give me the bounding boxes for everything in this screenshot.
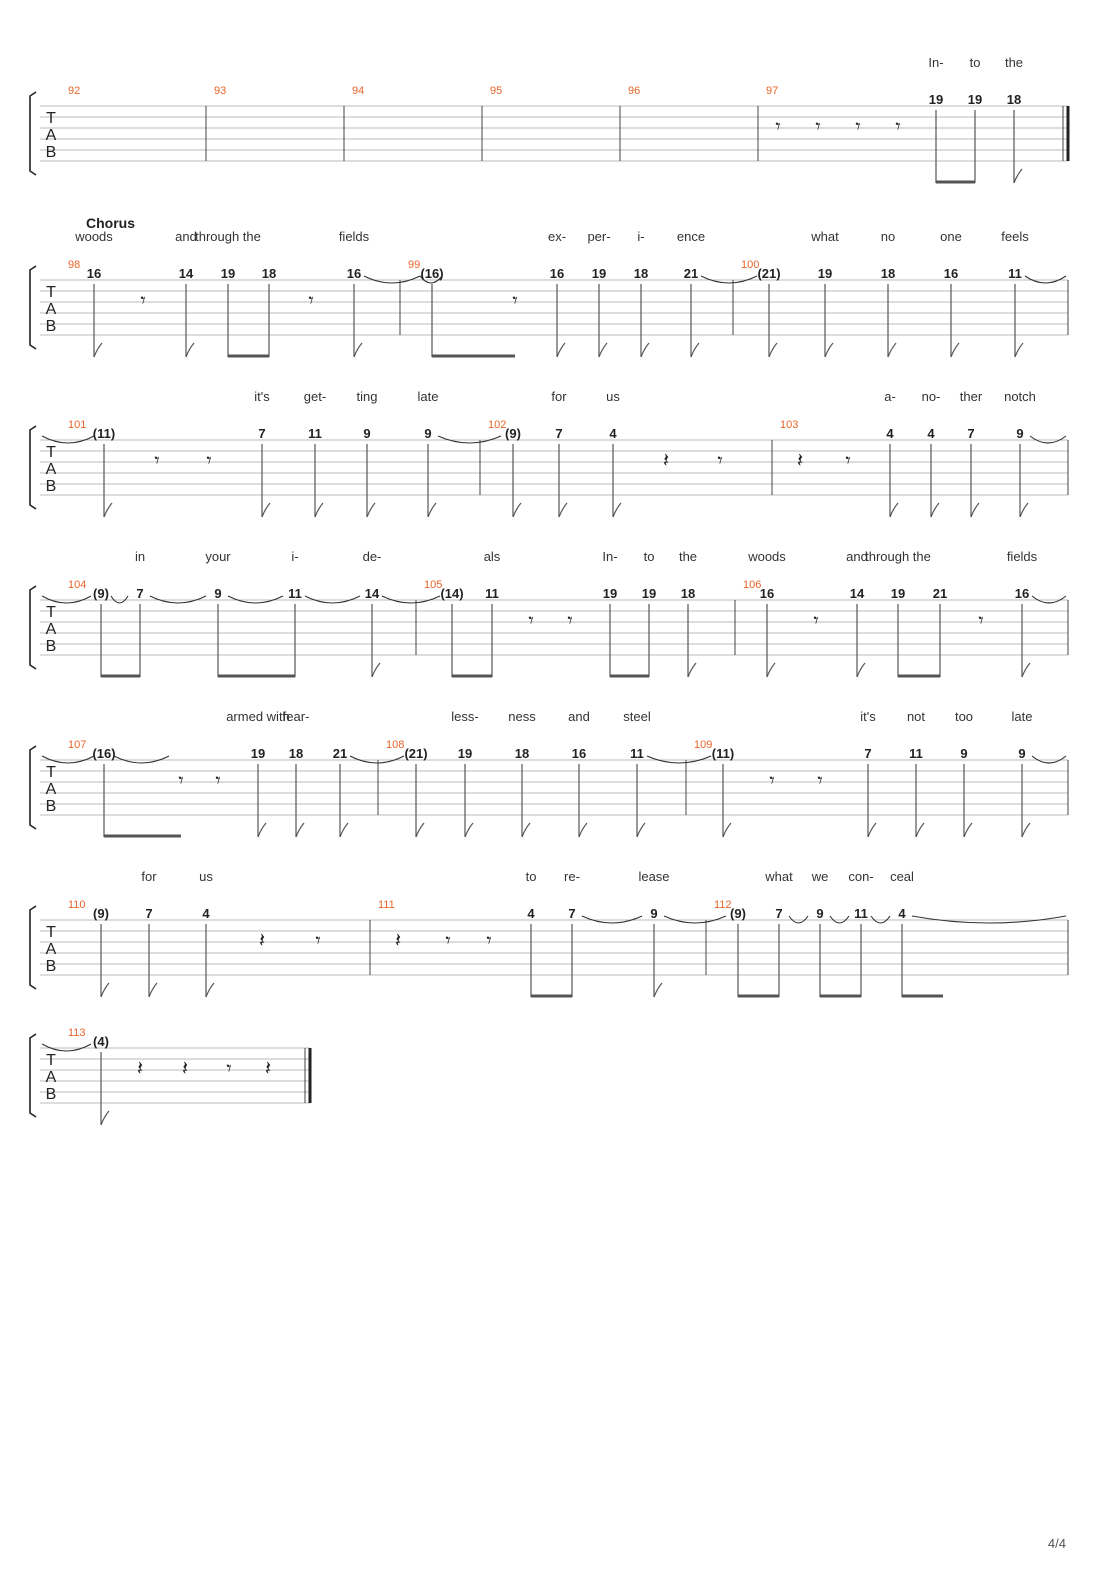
- tab-clef-a: A: [45, 1069, 57, 1086]
- measure-number: 99: [408, 259, 421, 271]
- tab-clef-a: A: [45, 781, 57, 798]
- fret-number: (9): [730, 906, 746, 921]
- eighth-rest: 𝄾: [528, 608, 534, 632]
- eighth-rest: 𝄾: [813, 608, 819, 632]
- note-flag: [149, 983, 157, 997]
- quarter-rest: 𝄽: [796, 448, 804, 472]
- fret-number: (16): [92, 746, 116, 761]
- quarter-rest: 𝄽: [662, 448, 670, 472]
- tab-clef-b: B: [45, 144, 57, 161]
- fret-number: 4: [898, 906, 906, 921]
- fret-number: 9: [650, 906, 658, 921]
- lyric-syllable: we: [811, 869, 829, 884]
- eighth-rest: 𝄾: [140, 288, 146, 312]
- tab-system: [30, 55, 1068, 183]
- lyric-syllable: us: [199, 869, 213, 884]
- fret-number: 16: [759, 586, 775, 601]
- measure-number: 103: [780, 419, 799, 431]
- eighth-rest: 𝄾: [154, 448, 160, 472]
- lyric-syllable: i-: [637, 229, 645, 244]
- lyric-syllable: for: [551, 389, 567, 404]
- quarter-rest: 𝄽: [136, 1056, 144, 1080]
- eighth-rest: 𝄾: [178, 768, 184, 792]
- lyric-syllable: als: [483, 549, 501, 564]
- fret-number: 4: [927, 426, 935, 441]
- tab-clef-b: B: [45, 318, 57, 335]
- lyric-syllable: through the: [195, 229, 261, 244]
- measure-number: 101: [68, 419, 87, 431]
- fret-number: (9): [93, 586, 109, 601]
- lyric-syllable: your: [205, 549, 231, 564]
- tab-clef-a: A: [45, 941, 57, 958]
- page-number: 4/4: [1047, 1536, 1066, 1551]
- note-flag: [101, 1111, 109, 1125]
- fret-number: 11: [909, 746, 923, 761]
- lyric-syllable: get-: [303, 389, 327, 404]
- fret-number: 11: [854, 906, 868, 921]
- fret-number: 19: [928, 92, 944, 107]
- quarter-rest: 𝄽: [181, 1056, 189, 1080]
- fret-number: 7: [967, 426, 975, 441]
- note-flag: [367, 503, 375, 517]
- lyric-syllable: de-: [362, 549, 382, 564]
- fret-number: 19: [890, 586, 906, 601]
- note-flag: [428, 503, 436, 517]
- note-flag: [340, 823, 348, 837]
- note-flag: [513, 503, 521, 517]
- note-flag: [654, 983, 662, 997]
- lyric-syllable: what: [811, 229, 839, 244]
- note-flag: [868, 823, 876, 837]
- lyric-syllable: too: [954, 709, 974, 724]
- fret-number: 11: [485, 586, 499, 601]
- tab-clef-t: T: [46, 1052, 56, 1069]
- tab-system: [30, 549, 1068, 677]
- measure-number: 94: [352, 85, 365, 97]
- fret-number: 19: [602, 586, 618, 601]
- tab-clef-t: T: [46, 924, 56, 941]
- lyric-syllable: what: [765, 869, 793, 884]
- lyric-syllable: ex-: [547, 229, 567, 244]
- measure-number: 108: [386, 739, 405, 751]
- fret-number: 11: [308, 426, 322, 441]
- note-flag: [465, 823, 473, 837]
- measure-number: 107: [68, 739, 87, 751]
- note-flag: [971, 503, 979, 517]
- tab-clef-b: B: [45, 1086, 57, 1103]
- fret-number: 19: [591, 266, 607, 281]
- tab-system: [30, 709, 1068, 837]
- fret-number: 19: [220, 266, 236, 281]
- lyric-syllable: fields: [338, 229, 370, 244]
- quarter-rest: 𝄽: [264, 1056, 272, 1080]
- note-flag: [94, 343, 102, 357]
- fret-number: 16: [86, 266, 102, 281]
- fret-number: 9: [424, 426, 432, 441]
- tab-clef-t: T: [46, 444, 56, 461]
- note-flag: [315, 503, 323, 517]
- eighth-rest: 𝄾: [567, 608, 573, 632]
- quarter-rest: 𝄽: [258, 928, 266, 952]
- eighth-rest: 𝄾: [817, 768, 823, 792]
- system-bracket: [30, 1034, 36, 1117]
- fret-number: (14): [440, 586, 464, 601]
- fret-number: 19: [250, 746, 266, 761]
- fret-number: 18: [880, 266, 896, 281]
- fret-number: 19: [967, 92, 983, 107]
- note-flag: [354, 343, 362, 357]
- fret-number: 14: [364, 586, 380, 601]
- tab-clef-t: T: [46, 604, 56, 621]
- lyric-syllable: notch: [1004, 389, 1036, 404]
- system-bracket: [30, 906, 36, 989]
- measure-number: 112: [714, 899, 732, 911]
- quarter-rest: 𝄽: [394, 928, 402, 952]
- eighth-rest: 𝄾: [315, 928, 321, 952]
- fret-number: 7: [568, 906, 576, 921]
- fret-number: 4: [609, 426, 617, 441]
- note-flag: [641, 343, 649, 357]
- note-flag: [559, 503, 567, 517]
- note-flag: [1015, 343, 1023, 357]
- fret-number: 7: [145, 906, 153, 921]
- lyric-syllable: to: [969, 55, 981, 70]
- note-flag: [262, 503, 270, 517]
- fret-number: 21: [683, 266, 699, 281]
- fret-number: 7: [136, 586, 144, 601]
- lyric-syllable: to: [525, 869, 537, 884]
- fret-number: 7: [258, 426, 266, 441]
- tab-clef-b: B: [45, 638, 57, 655]
- lyric-syllable: the: [1004, 55, 1024, 70]
- fret-number: 18: [680, 586, 696, 601]
- lyric-syllable: fields: [1006, 549, 1038, 564]
- fret-number: (9): [93, 906, 109, 921]
- lyric-syllable: ceal: [890, 869, 914, 884]
- note-flag: [931, 503, 939, 517]
- note-flag: [1014, 169, 1022, 183]
- fret-number: 18: [514, 746, 530, 761]
- measure-number: 106: [743, 579, 762, 591]
- tab-clef-t: T: [46, 110, 56, 127]
- tab-system: [30, 215, 1068, 357]
- note-flag: [599, 343, 607, 357]
- fret-number: 7: [864, 746, 872, 761]
- note-flag: [688, 663, 696, 677]
- tab-clef-b: B: [45, 478, 57, 495]
- eighth-rest: 𝄾: [215, 768, 221, 792]
- lyric-syllable: no-: [921, 389, 941, 404]
- lyric-syllable: armed with: [226, 709, 290, 724]
- lyric-syllable: it's: [254, 389, 270, 404]
- lyric-syllable: not: [906, 709, 926, 724]
- eighth-rest: 𝄾: [775, 114, 781, 138]
- lyric-syllable: a-: [884, 389, 896, 404]
- measure-number: 110: [68, 899, 86, 911]
- tab-clef-t: T: [46, 764, 56, 781]
- lyric-syllable: the: [678, 549, 698, 564]
- fret-number: 11: [1008, 266, 1022, 281]
- eighth-rest: 𝄾: [226, 1056, 232, 1080]
- fret-number: 4: [202, 906, 210, 921]
- lyric-syllable: in: [134, 549, 146, 564]
- fret-number: (21): [757, 266, 781, 281]
- fret-number: 4: [886, 426, 894, 441]
- eighth-rest: 𝄾: [845, 448, 851, 472]
- lyric-syllable: steel: [623, 709, 651, 724]
- note-flag: [916, 823, 924, 837]
- lyric-syllable: and: [568, 709, 590, 724]
- tab-clef-b: B: [45, 798, 57, 815]
- section-label: Chorus: [86, 215, 135, 231]
- measure-number: 111: [378, 899, 395, 911]
- system-bracket: [30, 426, 36, 509]
- eighth-rest: 𝄾: [308, 288, 314, 312]
- lyric-syllable: ther: [959, 389, 983, 404]
- lyric-syllable: fear-: [282, 709, 310, 724]
- lyric-syllable: feels: [1001, 229, 1029, 244]
- note-flag: [206, 983, 214, 997]
- fret-number: 16: [571, 746, 587, 761]
- fret-number: 11: [630, 746, 644, 761]
- note-flag: [1022, 663, 1030, 677]
- fret-number: 21: [332, 746, 348, 761]
- note-flag: [857, 663, 865, 677]
- fret-number: 19: [641, 586, 657, 601]
- measure-number: 95: [490, 85, 503, 97]
- measure-number: 113: [68, 1027, 86, 1039]
- note-flag: [769, 343, 777, 357]
- lyric-syllable: to: [643, 549, 655, 564]
- lyric-syllable: In-: [602, 549, 618, 564]
- fret-number: 18: [1006, 92, 1022, 107]
- fret-number: 18: [261, 266, 277, 281]
- note-flag: [258, 823, 266, 837]
- lyric-syllable: lease: [638, 869, 670, 884]
- lyric-syllable: one: [940, 229, 962, 244]
- note-flag: [522, 823, 530, 837]
- eighth-rest: 𝄾: [815, 114, 821, 138]
- eighth-rest: 𝄾: [512, 288, 518, 312]
- note-flag: [372, 663, 380, 677]
- note-flag: [579, 823, 587, 837]
- tab-system: [30, 869, 1068, 997]
- tab-clef-a: A: [45, 301, 57, 318]
- fret-number: (16): [420, 266, 444, 281]
- tab-clef-b: B: [45, 958, 57, 975]
- fret-number: 16: [346, 266, 362, 281]
- note-flag: [825, 343, 833, 357]
- eighth-rest: 𝄾: [855, 114, 861, 138]
- lyric-syllable: re-: [564, 869, 580, 884]
- system-bracket: [30, 92, 36, 175]
- tab-system: [30, 1027, 310, 1125]
- fret-number: 16: [943, 266, 959, 281]
- tab-clef-a: A: [45, 127, 57, 144]
- note-flag: [1022, 823, 1030, 837]
- measure-number: 105: [424, 579, 443, 591]
- eighth-rest: 𝄾: [769, 768, 775, 792]
- note-flag: [416, 823, 424, 837]
- fret-number: 18: [633, 266, 649, 281]
- fret-number: (21): [404, 746, 428, 761]
- lyric-syllable: con-: [848, 869, 874, 884]
- eighth-rest: 𝄾: [978, 608, 984, 632]
- lyric-syllable: late: [417, 389, 439, 404]
- fret-number: 21: [932, 586, 948, 601]
- fret-number: 7: [775, 906, 783, 921]
- fret-number: 9: [816, 906, 824, 921]
- fret-number: 18: [288, 746, 304, 761]
- fret-number: 9: [960, 746, 968, 761]
- fret-number: 9: [214, 586, 222, 601]
- lyric-syllable: i-: [291, 549, 299, 564]
- lyric-syllable: and: [175, 229, 197, 244]
- lyric-syllable: no: [880, 229, 896, 244]
- lyric-syllable: late: [1011, 709, 1033, 724]
- tab-clef-t: T: [46, 284, 56, 301]
- fret-number: 9: [363, 426, 371, 441]
- note-flag: [1020, 503, 1028, 517]
- note-flag: [723, 823, 731, 837]
- lyric-syllable: ence: [676, 229, 706, 244]
- note-flag: [613, 503, 621, 517]
- fret-number: 19: [817, 266, 833, 281]
- lyric-syllable: less-: [451, 709, 479, 724]
- measure-number: 102: [488, 419, 507, 431]
- fret-number: 11: [288, 586, 302, 601]
- fret-number: (11): [711, 746, 735, 761]
- note-flag: [888, 343, 896, 357]
- system-bracket: [30, 746, 36, 829]
- note-flag: [101, 983, 109, 997]
- fret-number: 19: [457, 746, 473, 761]
- lyric-syllable: In-: [928, 55, 944, 70]
- fret-number: 16: [1014, 586, 1030, 601]
- measure-number: 93: [214, 85, 227, 97]
- lyric-syllable: woods: [748, 549, 786, 564]
- eighth-rest: 𝄾: [717, 448, 723, 472]
- measure-number: 100: [741, 259, 760, 271]
- fret-number: 16: [549, 266, 565, 281]
- lyric-syllable: it's: [860, 709, 876, 724]
- eighth-rest: 𝄾: [206, 448, 212, 472]
- lyric-syllable: per-: [587, 229, 611, 244]
- note-flag: [691, 343, 699, 357]
- tab-clef-a: A: [45, 621, 57, 638]
- lyric-syllable: ting: [356, 389, 378, 404]
- measure-number: 104: [68, 579, 87, 591]
- measure-number: 109: [694, 739, 713, 751]
- lyric-syllable: ness: [508, 709, 536, 724]
- note-flag: [767, 663, 775, 677]
- eighth-rest: 𝄾: [445, 928, 451, 952]
- note-flag: [186, 343, 194, 357]
- eighth-rest: 𝄾: [895, 114, 901, 138]
- measure-number: 92: [68, 85, 81, 97]
- tab-system: [30, 389, 1068, 517]
- note-flag: [104, 503, 112, 517]
- note-flag: [557, 343, 565, 357]
- fret-number: 4: [527, 906, 535, 921]
- measure-number: 96: [628, 85, 641, 97]
- lyric-syllable: and: [846, 549, 868, 564]
- note-flag: [951, 343, 959, 357]
- system-bracket: [30, 266, 36, 349]
- fret-number: (11): [92, 426, 116, 441]
- tab-clef-a: A: [45, 461, 57, 478]
- eighth-rest: 𝄾: [486, 928, 492, 952]
- fret-number: 9: [1018, 746, 1026, 761]
- note-flag: [637, 823, 645, 837]
- fret-number: 7: [555, 426, 563, 441]
- note-flag: [890, 503, 898, 517]
- fret-number: (4): [93, 1034, 109, 1049]
- measure-number: 97: [766, 85, 779, 97]
- fret-number: 14: [178, 266, 194, 281]
- note-flag: [296, 823, 304, 837]
- fret-number: 14: [849, 586, 865, 601]
- lyric-syllable: through the: [865, 549, 931, 564]
- fret-number: 9: [1016, 426, 1024, 441]
- lyric-syllable: woods: [75, 229, 113, 244]
- note-flag: [964, 823, 972, 837]
- system-bracket: [30, 586, 36, 669]
- measure-number: 98: [68, 259, 81, 271]
- lyric-syllable: for: [141, 869, 157, 884]
- fret-number: (9): [505, 426, 521, 441]
- lyric-syllable: us: [606, 389, 620, 404]
